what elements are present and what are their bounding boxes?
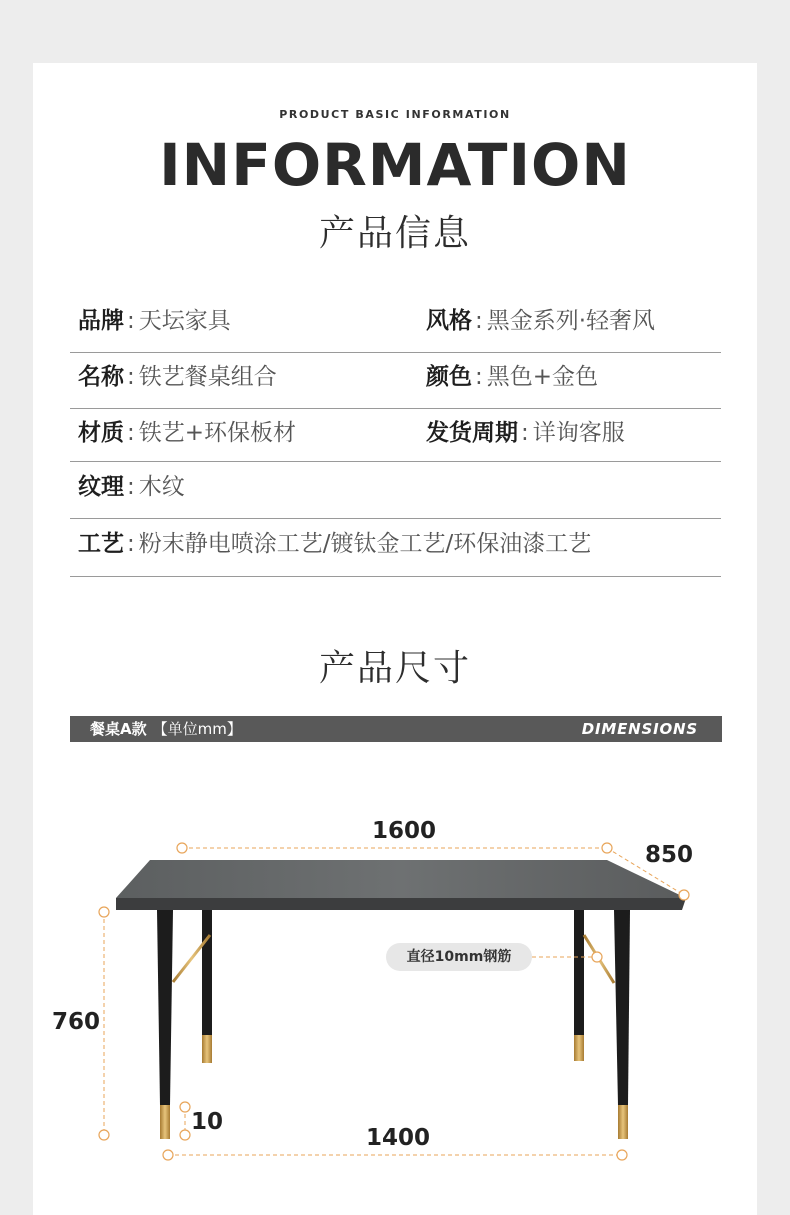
info-value: 粉末静电喷涂工艺/镀钛金工艺/环保油漆工艺 [138, 531, 592, 557]
info-separator: : [127, 531, 135, 557]
info-value: 详询客服 [532, 420, 625, 446]
dim-marker [617, 1150, 627, 1160]
table-leg [574, 910, 584, 1035]
leg-gold-cap [574, 1035, 584, 1061]
dim-label-height: 760 [52, 1009, 101, 1035]
info-separator: : [127, 420, 135, 446]
info-key: 颜色 [426, 364, 472, 390]
info-value: 黑色+金色 [486, 364, 599, 390]
info-key: 发货周期 [426, 420, 518, 446]
dim-marker [602, 843, 612, 853]
info-separator: : [475, 308, 483, 334]
dim-marker [99, 1130, 109, 1140]
section-kicker: PRODUCT BASIC INFORMATION [279, 108, 511, 121]
table-leg [202, 910, 212, 1035]
dim-marker [180, 1130, 190, 1140]
info-separator: : [521, 420, 529, 446]
rebar-marker [592, 952, 602, 962]
info-separator: : [127, 308, 135, 334]
info-key: 纹理 [78, 474, 124, 500]
info-separator: : [127, 474, 135, 500]
tabletop-edge [116, 898, 686, 910]
dim-marker [679, 890, 689, 900]
dim-label-foot: 10 [191, 1109, 224, 1135]
info-value: 铁艺餐桌组合 [138, 364, 277, 390]
info-separator: : [127, 364, 135, 390]
info-key: 名称 [78, 364, 124, 390]
leg-gold-cap [618, 1105, 628, 1139]
model-name: 餐桌A款 [90, 720, 147, 738]
info-value: 铁艺+环保板材 [138, 420, 297, 446]
info-key: 工艺 [78, 531, 124, 557]
dim-marker [163, 1150, 173, 1160]
leg-gold-cap [202, 1035, 212, 1063]
info-key: 材质 [78, 420, 124, 446]
leg-gold-cap [160, 1105, 170, 1139]
unit-note: 【单位mm】 [152, 720, 242, 738]
info-key: 品牌 [78, 308, 124, 334]
dim-marker [180, 1102, 190, 1112]
dimensions-bar-caption: DIMENSIONS [581, 720, 698, 738]
info-value: 天坛家具 [138, 308, 231, 334]
tabletop [116, 860, 686, 898]
page-title: INFORMATION [159, 131, 631, 199]
dim-label-length-bottom: 1400 [366, 1125, 431, 1151]
rebar-note: 直径10mm钢筋 [386, 943, 532, 971]
dim-marker [99, 907, 109, 917]
table-leg [157, 910, 173, 1105]
size-section-title: 产品尺寸 [318, 648, 471, 689]
info-subtitle: 产品信息 [318, 213, 471, 254]
info-value: 黑金系列·轻奢风 [486, 308, 656, 334]
dim-label-length-top: 1600 [372, 818, 437, 844]
table-leg [614, 910, 630, 1105]
info-value: 木纹 [138, 474, 185, 500]
info-separator: : [475, 364, 483, 390]
dim-label-depth: 850 [645, 842, 694, 868]
info-key: 风格 [426, 308, 472, 334]
dim-marker [177, 843, 187, 853]
